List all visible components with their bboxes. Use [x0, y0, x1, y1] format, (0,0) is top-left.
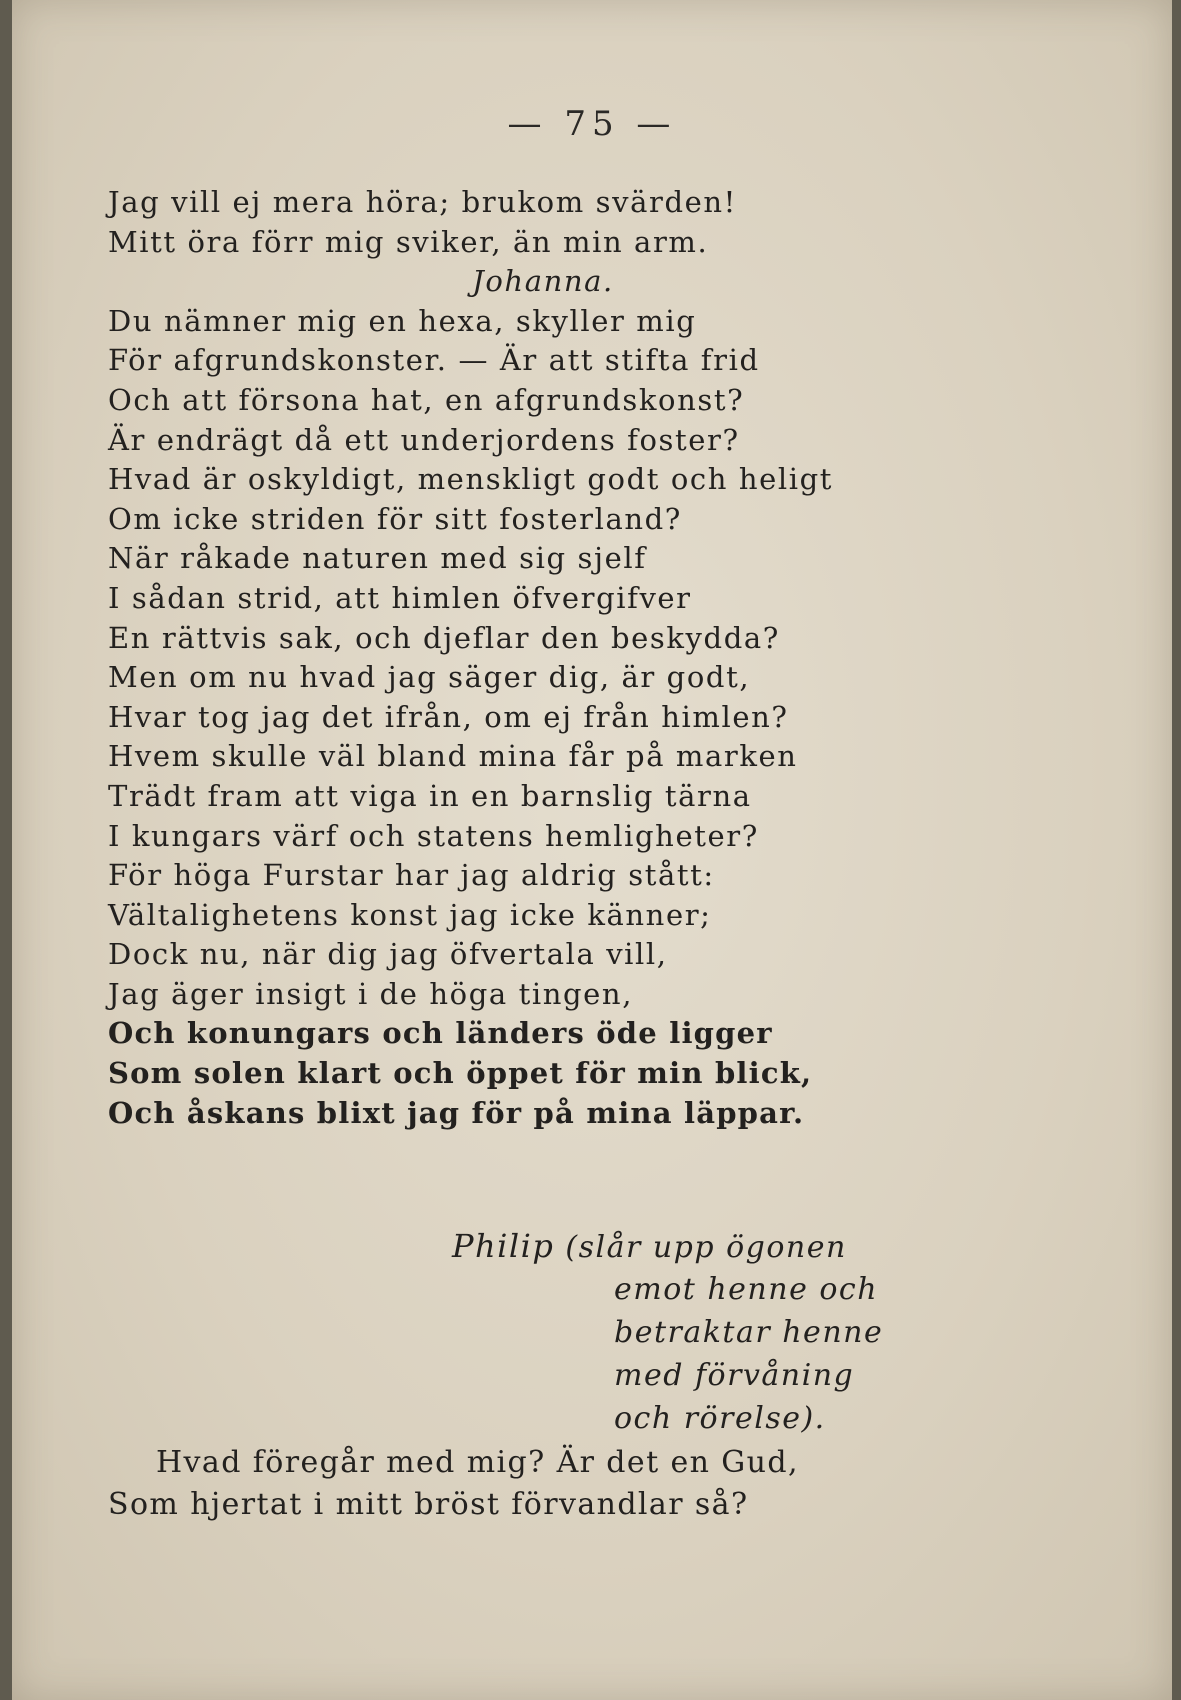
verse-line: Som solen klart och öppet för min blick, — [108, 1056, 813, 1091]
verse-line: Vältalighetens konst jag icke känner; — [108, 897, 712, 932]
verse-line: Dock nu, när dig jag öfvertala vill, — [108, 937, 668, 972]
verse-line: Hvem skulle väl bland mina får på marken — [108, 739, 798, 774]
stage-line: emot henne och — [614, 1272, 879, 1307]
verse-line: Jag äger insigt i de höga tingen, — [108, 976, 634, 1011]
stage-direction — [452, 1225, 932, 1440]
verse-line: Som hjertat i mitt bröst förvandlar så? — [108, 1487, 749, 1522]
verse-line: Och att försona hat, en afgrundskonst? — [108, 382, 745, 417]
verse-line: När råkade naturen med sig sjelf — [108, 541, 647, 576]
verse-line: Mitt öra förr mig sviker, än min arm. — [108, 224, 709, 259]
verse-line: Jag vill ej mera höra; brukom svärden! — [108, 185, 737, 219]
verse-line: Är endrägt då ett underjordens foster? — [108, 422, 740, 457]
verse-line: Men om nu hvad jag säger dig, är godt, — [108, 660, 751, 695]
stage-line: och rörelse). — [614, 1401, 826, 1436]
speaker-name: Johanna. — [472, 264, 614, 299]
verse-line: Om icke striden för sitt fosterland? — [108, 501, 682, 536]
speaker-name: Philip — [452, 1227, 555, 1265]
verse-line: Hvar tog jag det ifrån, om ej från himlen? — [108, 699, 789, 734]
verse-line: En rättvis sak, och djeflar den beskydda? — [108, 620, 780, 655]
verse-line: För afgrundskonster. — Är att stifta frid — [108, 343, 760, 378]
verse-line: Hvad är oskyldigt, menskligt godt och heligt — [108, 462, 834, 497]
stage-line: med förvåning — [614, 1358, 855, 1393]
verse-block — [108, 183, 938, 1133]
verse-line: I kungars värf och statens hemligheter? — [108, 818, 759, 853]
stage-line — [452, 1225, 932, 1268]
verse-line: I sådan strid, att himlen öfvergifver — [108, 580, 692, 615]
verse-line: Trädt fram att viga in en barnslig tärna — [108, 778, 752, 813]
verse-line: Och åskans blixt jag för på mina läppar. — [108, 1095, 805, 1130]
verse-line: Och konungars och länders öde ligger — [108, 1016, 773, 1051]
final-verse-block — [108, 1442, 938, 1526]
verse-line: För höga Furstar har jag aldrig stått: — [108, 858, 715, 893]
verse-line: Hvad föregår med mig? Är det en Gud, — [156, 1445, 799, 1480]
verse-line: Du nämner mig en hexa, skyller mig — [108, 303, 697, 338]
page-number: — 75 — — [507, 104, 677, 144]
stage-direction-text: (slår upp ögonen — [565, 1230, 847, 1265]
book-page — [12, 0, 1172, 1700]
stage-line: betraktar henne — [614, 1315, 884, 1350]
